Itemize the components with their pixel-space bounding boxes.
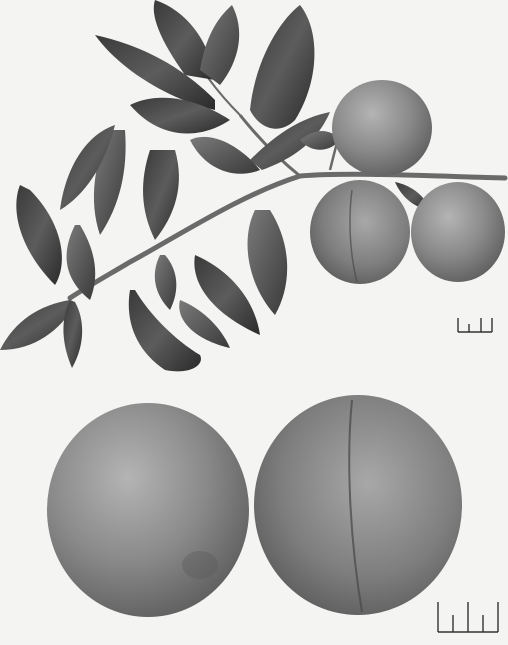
leaf: [248, 210, 288, 315]
peach-detail-left: [47, 403, 249, 617]
leaf: [190, 137, 260, 174]
peach-on-branch-left: [310, 180, 410, 284]
peach-on-branch-right: [411, 182, 505, 282]
scale-bar-lower: [438, 602, 498, 632]
leaf: [155, 255, 177, 310]
leaf: [16, 185, 62, 285]
peach-on-branch-top: [332, 80, 432, 176]
leaf: [67, 225, 96, 300]
detail-peaches: [47, 395, 462, 617]
branch-peaches: [310, 80, 505, 284]
leaf: [250, 5, 314, 129]
leaf: [63, 300, 82, 368]
leaf: [143, 150, 179, 240]
scale-bar-upper: [458, 318, 492, 332]
leaf: [200, 5, 239, 85]
